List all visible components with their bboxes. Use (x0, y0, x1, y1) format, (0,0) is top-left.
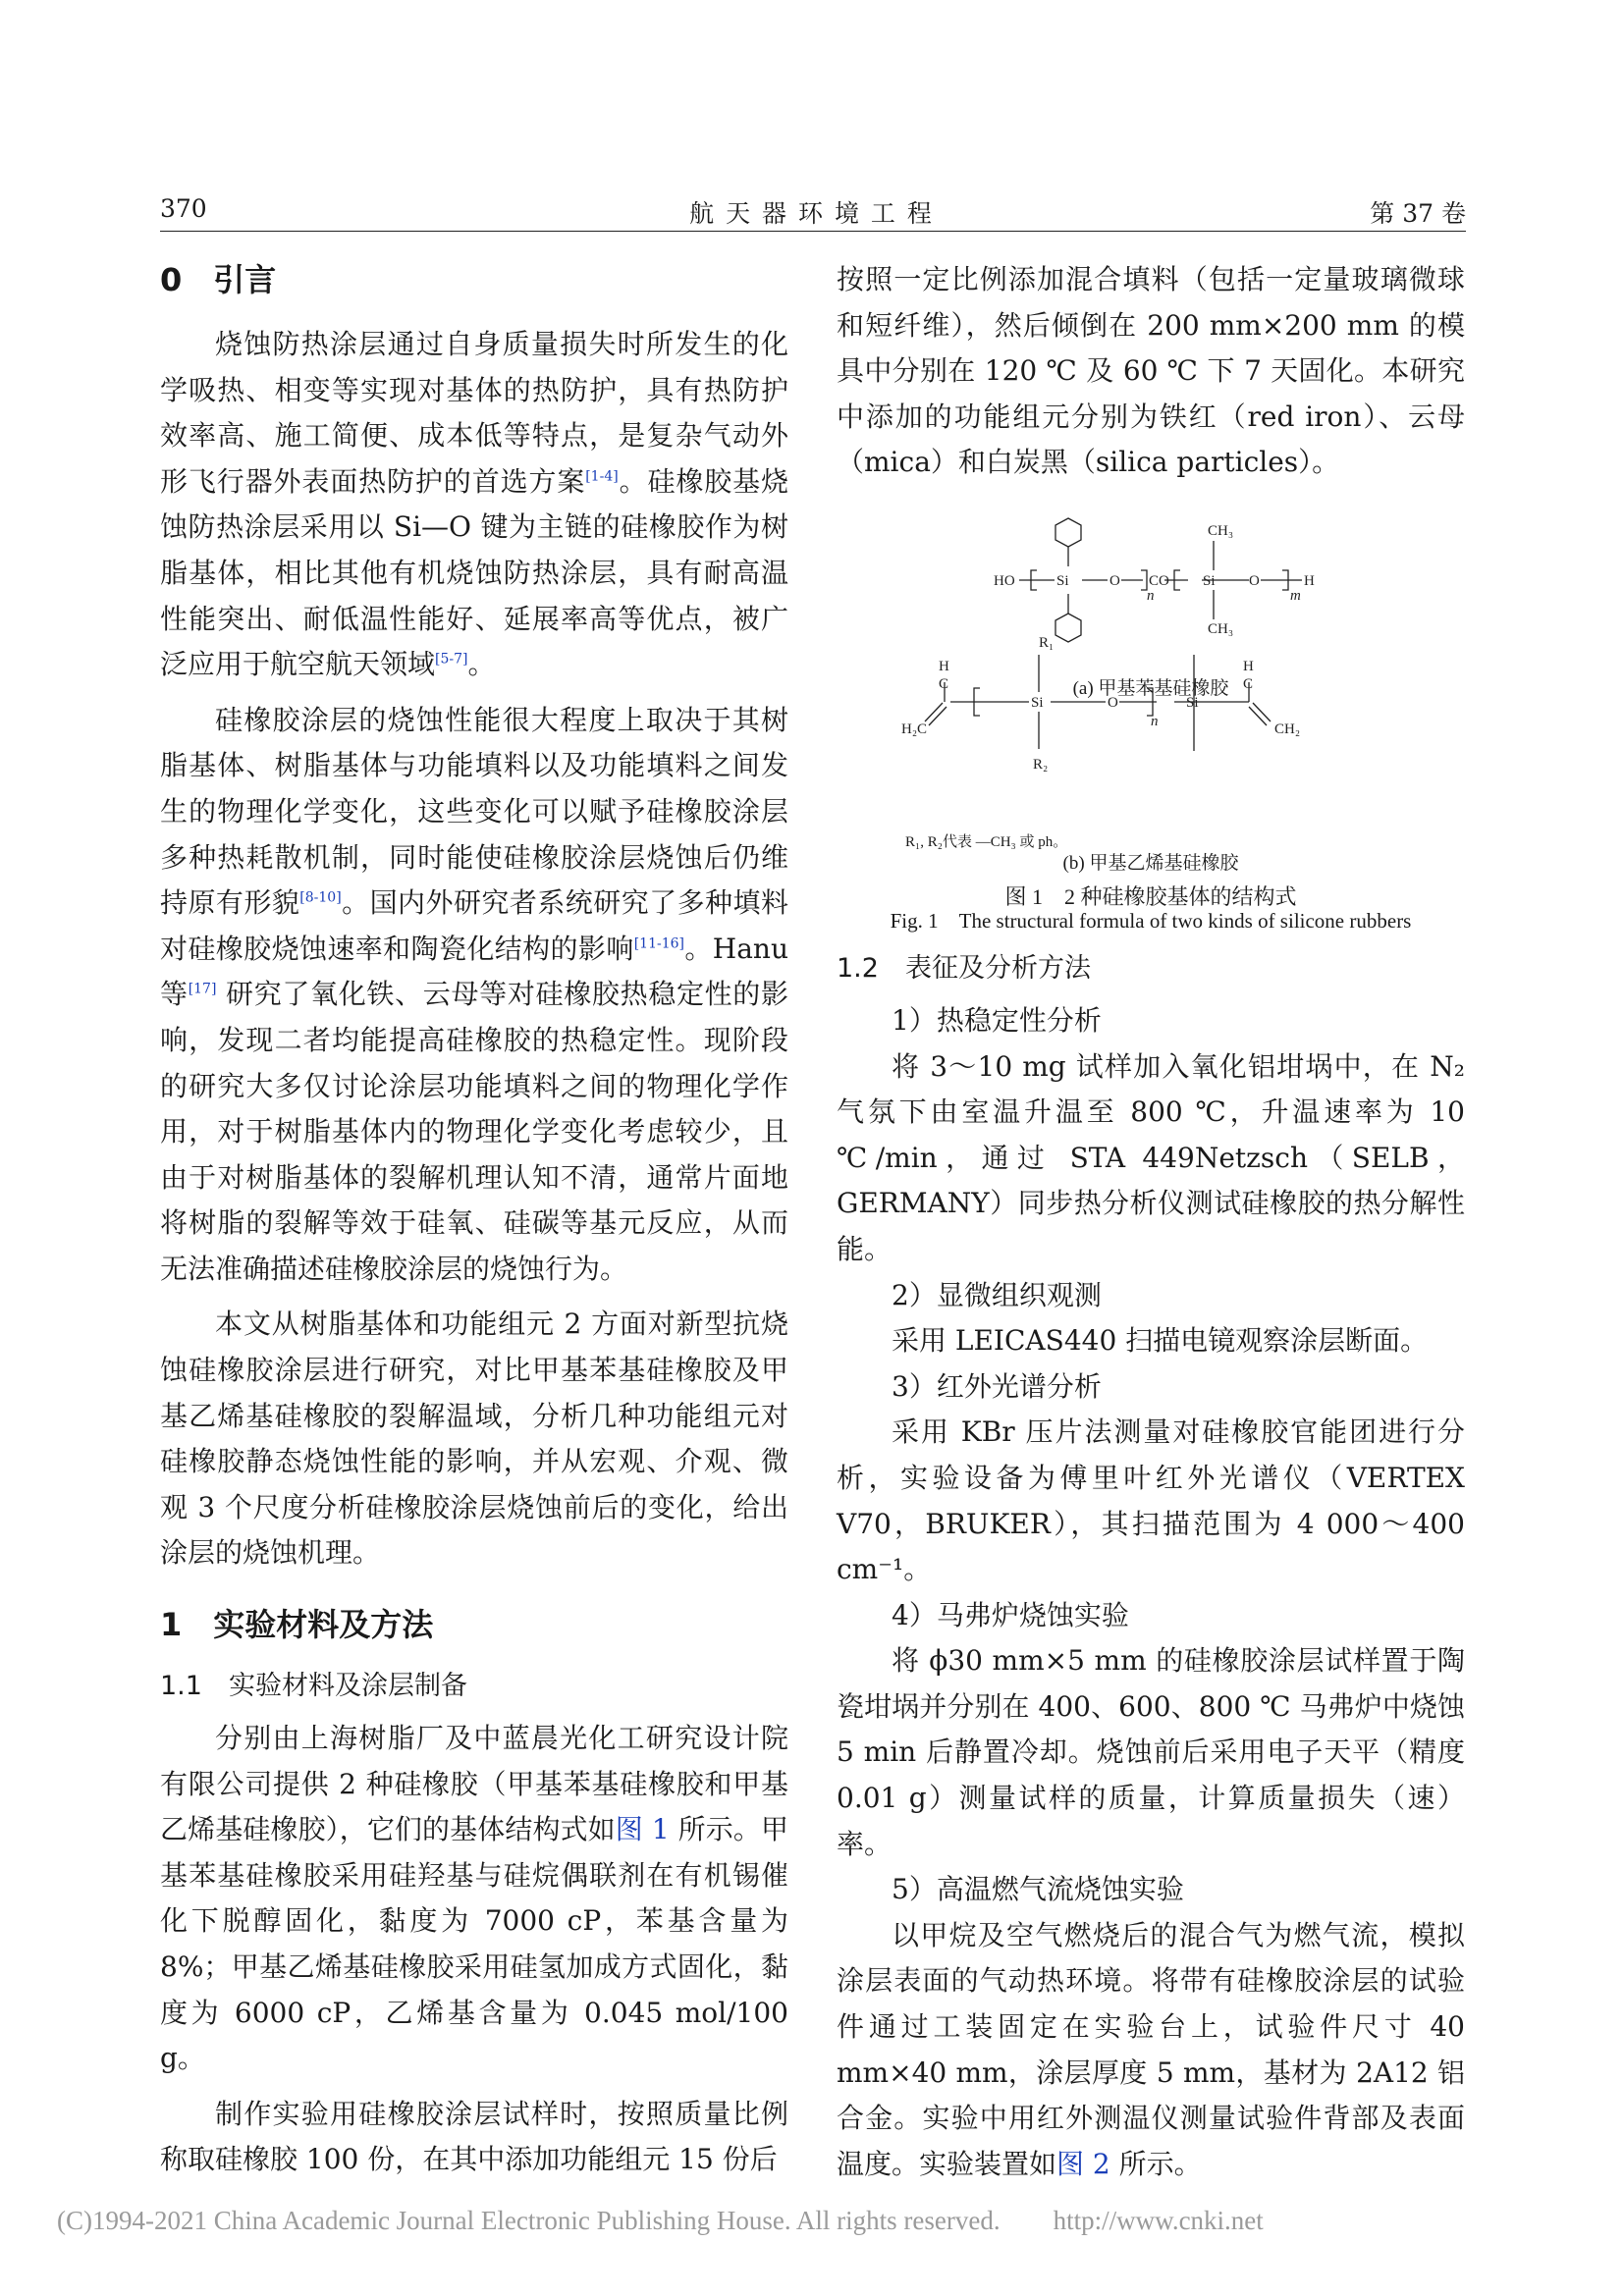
svg-text:H: H (939, 658, 949, 674)
section-0-title: 0 引言 (160, 261, 277, 298)
paragraph-2: 硅橡胶涂层的烧蚀性能很大程度上取决于其树脂基体、树脂基体与功能填料以及功能填料之间发生的物理化学变化，这些变化可以赋予硅橡胶涂层多种热耗散机制，同时能使硅橡胶涂层烧蚀后仍维持原有形貌[8-10]。国内外研究者系统研究了多种填料对硅橡胶烧蚀速率和陶瓷化结构的影响[11-16]。Hanu 等[17] 研究了氧化铁、云母等对硅橡胶热稳定性的影响，发现二者均能提高硅橡胶的热稳定性。现阶段的研究大多仅讨论涂层功能填料之间的物理化学作用，对于树脂基体内的物理化学变化考虑较少，且由于对树脂基体的裂解机理认知不清，通常片面地将树脂的裂解等效于硅氧、硅碳等基元反应，从而无法准确描述硅橡胶涂层的烧蚀行为。 (160, 703, 788, 1285)
method-1-title: 1）热稳定性分析 (892, 1003, 1102, 1037)
citation-5-7[interactable]: [5-7] (435, 651, 468, 667)
citation-17[interactable]: [17] (188, 981, 217, 997)
left-column (160, 257, 788, 2183)
method-4-text: 将 ϕ30 mm×5 mm 的硅橡胶涂层试样置于陶瓷坩埚并分别在 400、600、800 ℃ 马弗炉中烧蚀 5 min 后静置冷却。烧蚀前后采用电子天平（精度 0.01 g）测量试样的质量，计算质量损失（速）率。 (837, 1644, 1465, 1860)
svg-text:Si: Si (1186, 694, 1199, 711)
method-4-title: 4）马弗炉烧蚀实验 (892, 1598, 1129, 1631)
figure-1-link[interactable]: 图 1 (615, 1813, 670, 1846)
svg-text:O: O (1109, 572, 1120, 589)
substituent-note: R₁, R₂代表 —CH₃ 或 ph。 (905, 833, 1068, 850)
svg-text:n: n (1147, 587, 1155, 604)
subcaption-a: (a) 甲基苯基硅橡胶 (1072, 677, 1229, 699)
svg-text:Si: Si (1031, 694, 1044, 711)
citation-8-10[interactable]: [8-10] (299, 889, 342, 906)
svg-text:Si: Si (1203, 572, 1216, 589)
method-5-text: 以甲烷及空气燃烧后的混合气为燃气流，模拟涂层表面的气动热环境。将带有硅橡胶涂层的试验件通过工装固定在实验台上，试验件尺寸 40 mm×40 mm，涂层厚度 5 mm，基材为 2A12 铝合金。实验中用红外测温仪测量试验件背部及表面温度。实验装置如图 2 所示。 (837, 1918, 1465, 2180)
method-2-text: 采用 LEICAS440 扫描电镜观察涂层断面。 (892, 1324, 1429, 1358)
svg-text:CO: CO (1149, 572, 1169, 589)
phenyl-ring-top (1055, 518, 1081, 547)
svg-text:CH₃: CH₃ (1208, 522, 1234, 539)
header-rule (160, 231, 1466, 232)
paragraph-6: 按照一定比例添加混合填料（包括一定量玻璃微球和短纤维），然后倾倒在 200 mm×200 mm 的模具中分别在 120 ℃ 及 60 ℃ 下 7 天固化。本研究中添加的功能组元分别为铁红（red iron）、云母（mica）和白炭黑（silica particles）。 (837, 263, 1465, 479)
svg-text:O: O (1249, 572, 1260, 589)
section-1-2-title: 1.2 表征及分析方法 (837, 952, 1091, 984)
svg-text:HO: HO (994, 572, 1015, 589)
subcaption-b: (b) 甲基乙烯基硅橡胶 (1062, 852, 1239, 874)
svg-text:H: H (1304, 572, 1315, 589)
figure-1 (837, 494, 1465, 909)
figure-2-link[interactable]: 图 2 (1056, 2147, 1110, 2180)
citation-11-16[interactable]: [11-16] (633, 935, 685, 952)
phenyl-ring-bottom (1055, 614, 1081, 642)
section-1-title: 1 实验材料及方法 (160, 1606, 434, 1644)
svg-text:Si: Si (1056, 572, 1069, 589)
method-3-text: 采用 KBr 压片法测量对硅橡胶官能团进行分析，实验设备为傅里叶红外光谱仪（VERTEX V70，BRUKER），其扫描范围为 4 000～400 cm⁻¹。 (837, 1415, 1465, 1586)
paragraph-4: 分别由上海树脂厂及中蓝晨光化工研究设计院有限公司提供 2 种硅橡胶（甲基苯基硅橡胶和甲基乙烯基硅橡胶），它们的基体结构式如图 1 所示。甲基苯基硅橡胶采用硅羟基与硅烷偶联剂在有机锡催化下脱醇固化，黏度为 7000 cP，苯基含量为 8%；甲基乙烯基硅橡胶采用硅氢加成方式固化，黏度为 6000 cP，乙烯基含量为 0.045 mol/100 g。 (160, 1722, 788, 2075)
svg-text:m: m (1290, 587, 1301, 604)
svg-text:H₂C: H₂C (901, 721, 928, 737)
volume-label: 第 37 卷 (1370, 199, 1466, 228)
svg-text:CH₃: CH₃ (1208, 620, 1234, 637)
citation-1-4[interactable]: [1-4] (585, 468, 619, 485)
svg-text:C: C (1243, 675, 1254, 692)
method-3-title: 3）红外光谱分析 (892, 1369, 1102, 1403)
svg-text:O: O (1108, 694, 1118, 711)
paragraph-3: 本文从树脂基体和功能组元 2 方面对新型抗烧蚀硅橡胶涂层进行研究，对比甲基苯基硅橡胶及甲基乙烯基硅橡胶的裂解温域，分析几种功能组元对硅橡胶静态烧蚀性能的影响，并从宏观、介观、微观 3 个尺度分析硅橡胶涂层烧蚀前后的变化，给出涂层的烧蚀机理。 (160, 1308, 788, 1570)
svg-text:H: H (1243, 658, 1254, 674)
svg-text:C: C (939, 675, 949, 692)
method-1-text: 将 3～10 mg 试样加入氧化铝坩埚中，在 N₂ 气氛下由室温升温至 800 ℃，升温速率为 10 ℃/min，通过 STA 449Netzsch（SELB，GERMANY）同步热分析仪测试硅橡胶的热分解性能。 (837, 1049, 1465, 1265)
page-number: 370 (160, 194, 207, 223)
figure-caption-cn: 图 1 2 种硅橡胶基体的结构式 (1004, 883, 1297, 909)
method-5-title: 5）高温燃气流烧蚀实验 (892, 1873, 1184, 1906)
journal-title: 航 天 器 环 境 工 程 (689, 199, 934, 228)
copyright-footer: (C)1994-2021 China Academic Journal Electronic Publishing House. All rights reserved. http://www.cnki.net (57, 2206, 1264, 2235)
paragraph-1: 烧蚀防热涂层通过自身质量损失时所发生的化学吸热、相变等实现对基体的热防护，具有热防护效率高、施工简便、成本低等特点，是复杂气动外形飞行器外表面热防护的首选方案[1-4]。硅橡胶基烧蚀防热涂层采用以 Si—O 键为主链的硅橡胶作为树脂基体，相比其他有机烧蚀防热涂层，具有耐高温性能突出、耐低温性能好、延展率高等优点，被广泛应用于航空航天领域[5-7]。 (160, 328, 788, 681)
svg-text:R₁: R₁ (1039, 634, 1055, 651)
svg-text:n: n (1151, 713, 1159, 729)
paragraph-5: 制作实验用硅橡胶涂层试样时，按照质量比例称取硅橡胶 100 份，在其中添加功能组元 15 份后 (160, 2097, 788, 2176)
svg-text:R₂: R₂ (1033, 756, 1049, 773)
method-2-title: 2）显微组织观测 (892, 1278, 1102, 1311)
svg-text:CH₂: CH₂ (1274, 721, 1301, 737)
section-1-1-title: 1.1 实验材料及涂层制备 (160, 1671, 467, 1702)
right-column (837, 257, 1465, 2187)
figure-caption-en: Fig. 1 The structural formula of two kinds of silicone rubbers (890, 908, 1412, 933)
